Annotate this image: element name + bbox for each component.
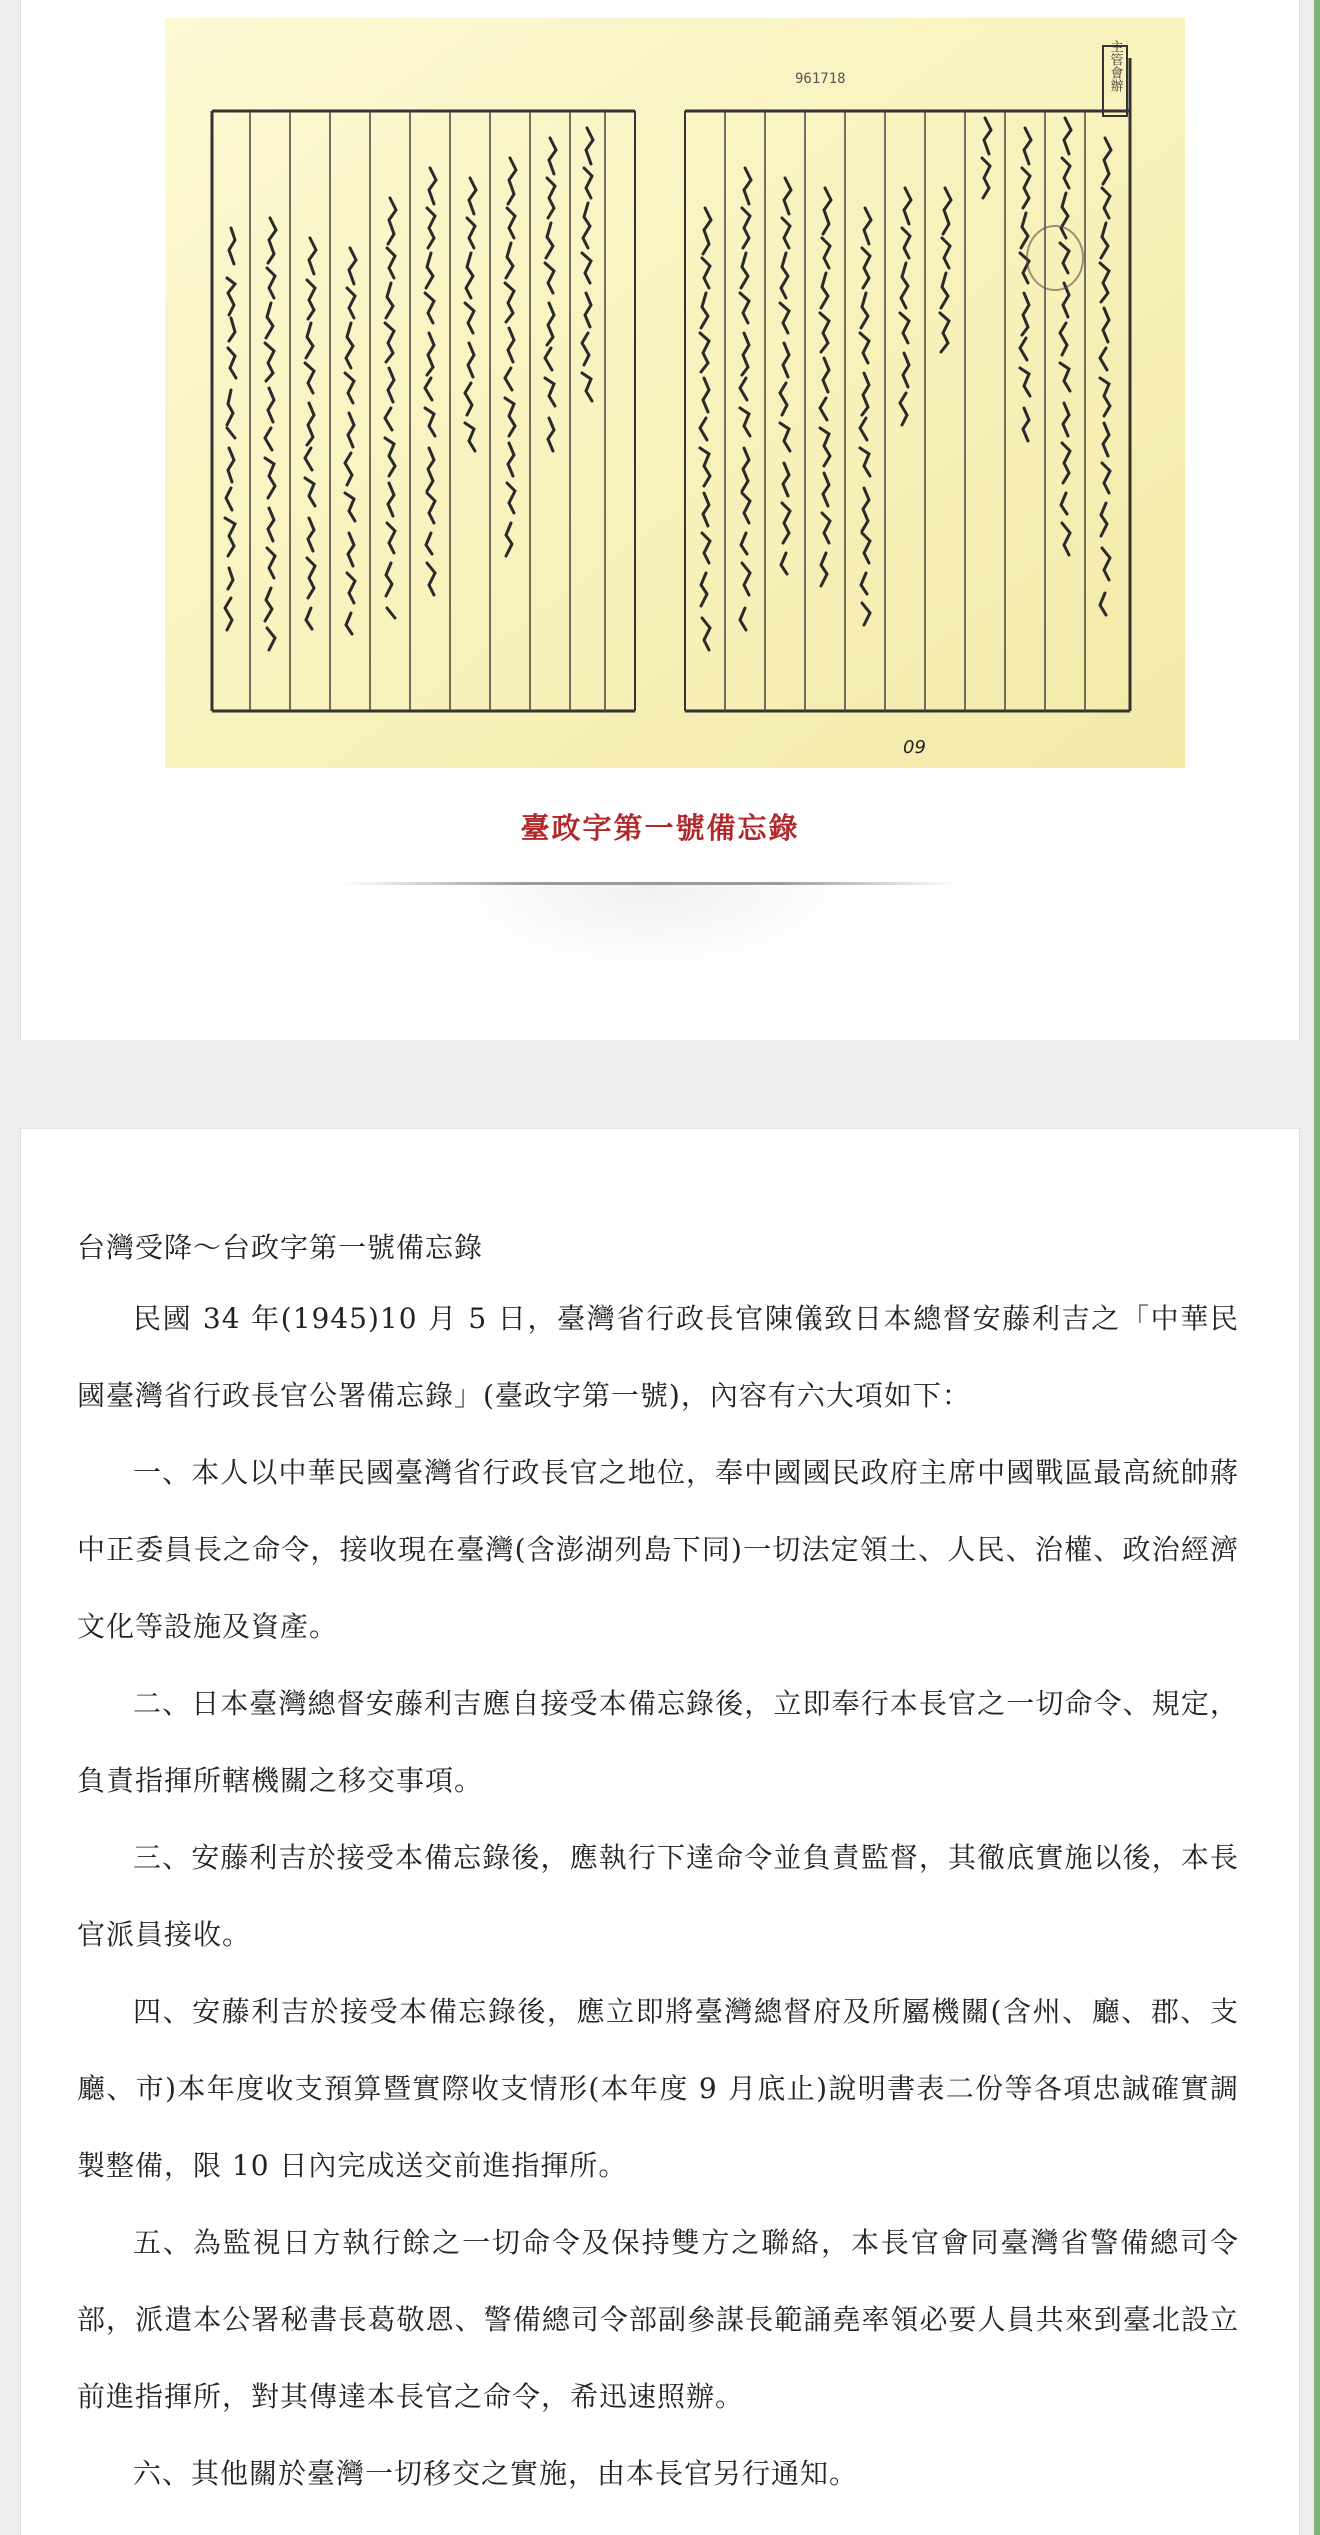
svg-text:主管會辦: 主管會辦 <box>1107 40 1123 92</box>
article-paragraph: 民國 34 年(1945)10 月 5 日，臺灣省行政長官陳儀致日本總督安藤利吉之「中華民國臺灣省行政長官公署備忘錄」(臺政字第一號)，內容有六大項如下： <box>77 1302 1239 1412</box>
serial-number: 961718 <box>795 71 846 87</box>
image-caption: 臺政字第一號備忘錄 <box>520 811 800 845</box>
caption-shadow <box>440 885 860 975</box>
memorandum-photo <box>165 18 1185 768</box>
article-title: 台灣受降～台政字第一號備忘錄 <box>77 1231 484 1264</box>
article-paragraph: 五、為監視日方執行餘之一切命令及保持雙方之聯絡，本長官會同臺灣省警備總司令部，派遣本公署秘書長葛敬恩、警備總司令部副參謀長範誦堯率領必要人員共來到臺北設立前進指揮所，對其傳達本長官之命令，希迅速照辦。 <box>77 2226 1239 2413</box>
right-accent-bar <box>1314 0 1320 2535</box>
article-paragraph: 六、其他關於臺灣一切移交之實施，由本長官另行通知。 <box>133 2457 859 2490</box>
page-mark: 09 <box>903 737 926 758</box>
article-paragraph: 一、本人以中華民國臺灣省行政長官之地位，奉中國國民政府主席中國戰區最高統帥蔣中正委員長之命令，接收現在臺灣(含澎湖列島下同)一切法定領土、人民、治權、政治經濟文化等設施及資產。 <box>77 1456 1239 1643</box>
article-paragraph: 三、安藤利吉於接受本備忘錄後，應執行下達命令並負責監督，其徹底實施以後，本長官派員接收。 <box>77 1841 1239 1951</box>
article-paragraph: 二、日本臺灣總督安藤利吉應自接受本備忘錄後，立即奉行本長官之一切命令、規定，負責指揮所轄機關之移交事項。 <box>77 1687 1239 1797</box>
article-paragraph: 四、安藤利吉於接受本備忘錄後，應立即將臺灣總督府及所屬機關(含州、廳、郡、支廳、市)本年度收支預算暨實際收支情形(本年度 9 月底止)說明書表二份等各項忠誠確實調製整備，限 10 日內完成送交前進指揮所。 <box>77 1995 1239 2182</box>
